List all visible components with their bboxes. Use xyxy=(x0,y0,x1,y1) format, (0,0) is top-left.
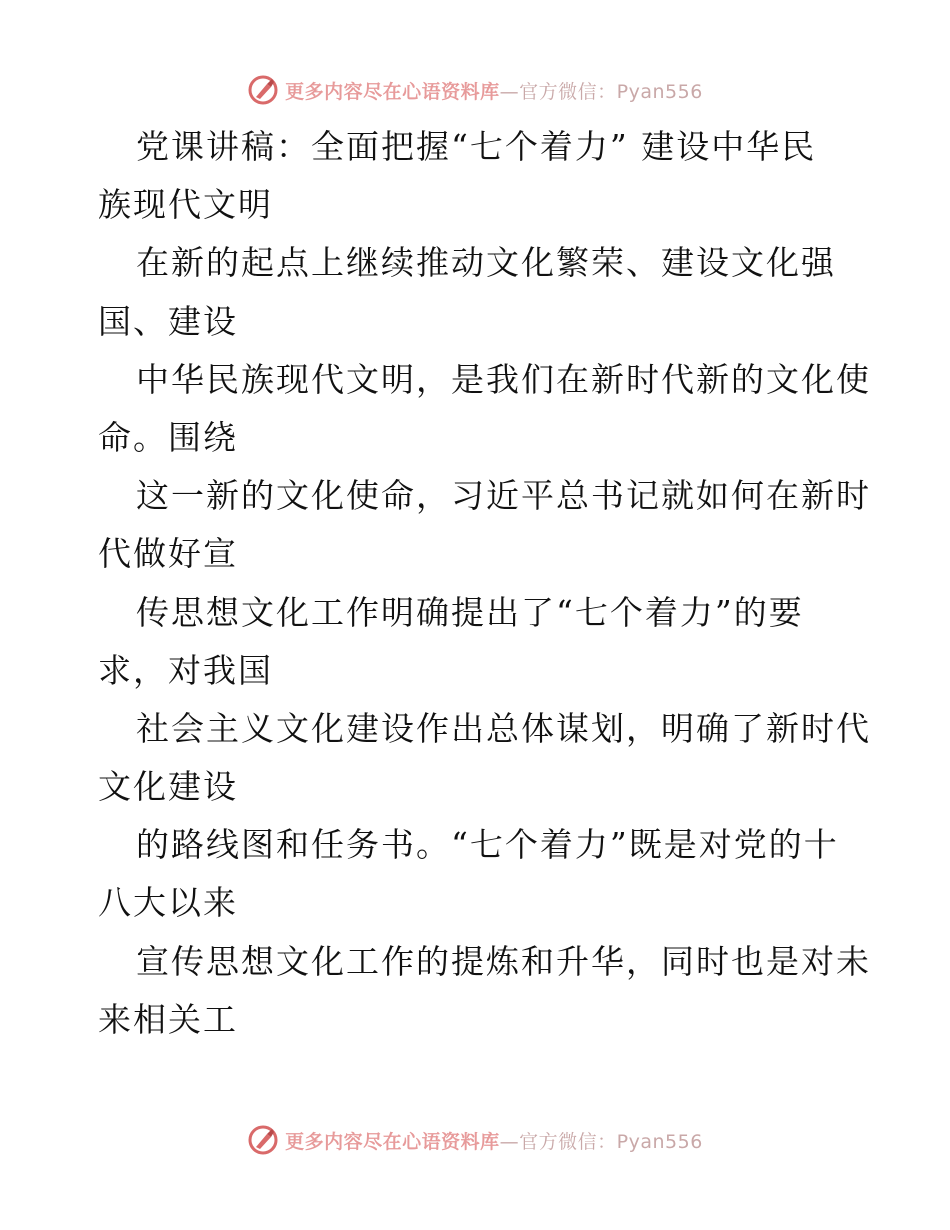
doc-line: 族现代文明 xyxy=(98,185,273,225)
doc-line: 在新的起点上继续推动文化繁荣、建设文化强 xyxy=(136,243,836,283)
doc-line: 求，对我国 xyxy=(98,650,273,690)
doc-line: 文化建设 xyxy=(98,767,238,807)
doc-line: 社会主义文化建设作出总体谋划，明确了新时代 xyxy=(136,708,871,748)
doc-line: 这一新的文化使命，习近平总书记就如何在新时 xyxy=(136,476,871,516)
doc-line: 传思想文化工作明确提出了“七个着力”的要 xyxy=(136,592,804,632)
doc-line: 宣传思想文化工作的提炼和升华，同时也是对未 xyxy=(136,941,871,981)
watermark-tail: —官方微信：Pyan556 xyxy=(499,80,703,103)
doc-line: 党课讲稿：全面把握“七个着力” 建设中华民 xyxy=(136,127,817,166)
brush-logo-icon xyxy=(247,74,279,106)
watermark-text xyxy=(285,77,703,104)
doc-line: 的路线图和任务书。“七个着力”既是对党的十 xyxy=(136,825,839,865)
doc-line: 中华民族现代文明，是我们在新时代新的文化使 xyxy=(136,359,871,399)
doc-line: 命。围绕 xyxy=(98,417,238,457)
doc-line: 国、建设 xyxy=(98,301,238,341)
doc-line: 代做好宣 xyxy=(98,534,238,574)
document-body xyxy=(98,118,871,1049)
watermark-lead: 更多内容尽在心语资料库 xyxy=(285,1130,500,1153)
header-watermark xyxy=(0,70,950,110)
watermark-tail: —官方微信：Pyan556 xyxy=(499,1130,703,1153)
doc-line: 来相关工 xyxy=(98,999,238,1039)
watermark-text xyxy=(285,1127,703,1154)
footer-watermark xyxy=(0,1120,950,1160)
doc-line: 八大以来 xyxy=(98,883,238,923)
brush-logo-icon xyxy=(247,1124,279,1156)
watermark-lead: 更多内容尽在心语资料库 xyxy=(285,80,500,103)
